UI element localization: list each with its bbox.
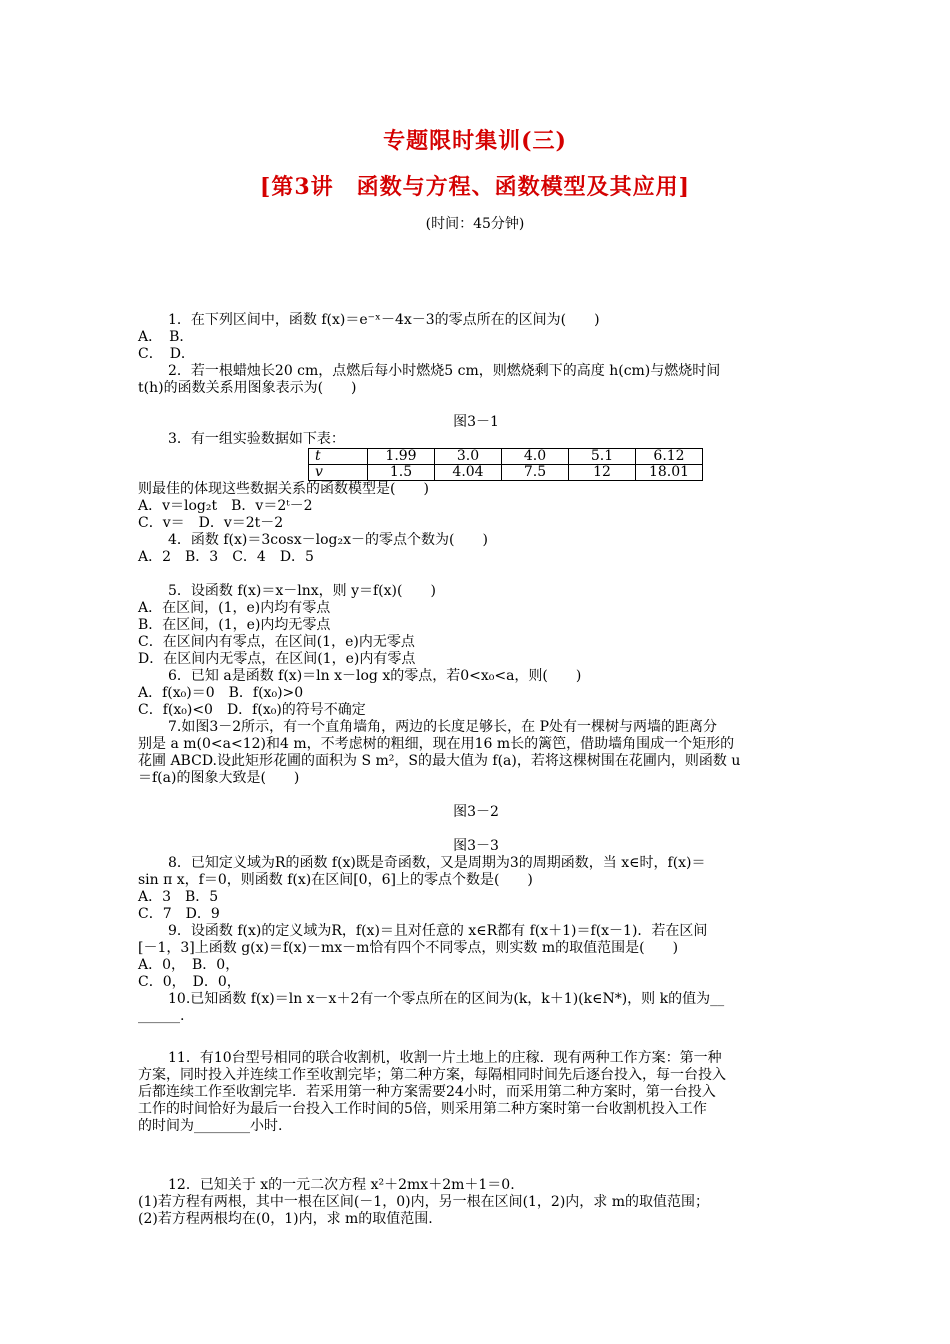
table-cell: 6.12	[636, 449, 703, 465]
figure-caption-3-1: 图3－1	[453, 414, 499, 430]
table-cell: 7.5	[502, 465, 569, 481]
q11-line-4: 工作的时间恰好为最后一台投入工作时间的5倍，则采用第二种方案时第一台收割机投入工作	[138, 1101, 707, 1117]
page-title: 专题限时集训(三)	[383, 128, 567, 154]
q8-options-ab: A．3 B．5	[138, 889, 219, 905]
q8-line-1: 8．已知定义域为R的函数 f(x)既是奇函数，又是周期为3的周期函数，当 x∈时，f(x)＝	[168, 855, 706, 871]
q6-stem: 6．已知 a是函数 f(x)＝ln x－log x的零点，若0<x₀<a，则( )	[168, 668, 582, 684]
table-cell: 1.5	[368, 465, 435, 481]
table-cell: 4.0	[502, 449, 569, 465]
q1-options-cd: C． D．	[138, 346, 195, 362]
q7-line-4: ＝f(a)的图象大致是( )	[138, 770, 300, 786]
q1-options-ab: A． B．	[138, 329, 194, 345]
q6-options-cd: C．f(x₀)<0 D．f(x₀)的符号不确定	[138, 702, 366, 718]
q9-options-cd: C．0， D．0，	[138, 974, 241, 990]
q7-line-3: 花圃 ABCD.设此矩形花圃的面积为 S m²，S的最大值为 f(a)，若将这棵树围在花圃内，则函数 u	[138, 753, 741, 769]
table-cell: 4.04	[435, 465, 502, 481]
q3-options-cd: C．v＝ D．v＝2t－2	[138, 515, 284, 531]
table-cell: 1.99	[368, 449, 435, 465]
table-cell: t	[309, 449, 368, 465]
q6-options-ab: A．f(x₀)＝0 B．f(x₀)>0	[138, 685, 304, 701]
table-cell: 12	[569, 465, 636, 481]
q11-line-5: 的时间为________小时.	[138, 1118, 283, 1134]
q11-line-2: 方案，同时投入并连续工作至收割完毕；第二种方案，每隔相同时间先后逐台投入，每一台投入	[138, 1067, 726, 1083]
q1-stem: 1．在下列区间中，函数 f(x)＝e⁻ˣ－4x－3的零点所在的区间为( )	[168, 312, 600, 328]
q9-options-ab: A．0， B．0，	[138, 957, 240, 973]
question-list	[138, 312, 814, 1228]
q5-option-d: D．在区间内无零点，在区间(1，e)内有零点	[138, 651, 416, 667]
q5-stem: 5．设函数 f(x)＝x－lnx，则 y＝f(x)( )	[168, 583, 436, 599]
table-cell: v	[309, 465, 368, 481]
time-limit-note: (时间：45分钟)	[425, 216, 525, 232]
table-cell: 18.01	[636, 465, 703, 481]
q3-options-ab: A．v＝log₂t B．v＝2ᵗ－2	[138, 498, 313, 514]
q10-line-1: 10.已知函数 f(x)＝ln x－x＋2有一个零点所在的区间为(k，k＋1)(k∈N*)，则 k的值为__	[168, 991, 725, 1007]
q10-line-2: ______.	[138, 1008, 185, 1024]
table-row	[309, 449, 703, 465]
figure-caption-3-3: 图3－3	[453, 838, 499, 854]
q4-stem: 4．函数 f(x)＝3cosx－log₂x－的零点个数为( )	[168, 532, 488, 548]
figure-caption-3-2: 图3－2	[453, 804, 499, 820]
table-cell: 3.0	[435, 449, 502, 465]
q7-line-2: 别是 a m(0<a<12)和4 m，不考虑树的粗细，现在用16 m长的篱笆，借助墙角围成一个矩形的	[138, 736, 735, 752]
q5-option-b: B．在区间，(1，e)内均无零点	[138, 617, 331, 633]
q7-line-1: 7.如图3－2所示，有一个直角墙角，两边的长度足够长，在 P处有一棵树与两墙的距离分	[168, 719, 718, 735]
q3-data-table	[308, 448, 703, 481]
q8-line-2: sin π x，f＝0，则函数 f(x)在区间[0，6]上的零点个数是( )	[138, 872, 533, 888]
page-subtitle: [第3讲 函数与方程、函数模型及其应用]	[259, 174, 691, 200]
q9-line-1: 9．设函数 f(x)的定义域为R，f(x)＝且对任意的 x∈R都有 f(x＋1)＝f(x－1)．若在区间	[168, 923, 708, 939]
q2-line-1: 2．若一根蜡烛长20 cm，点燃后每小时燃烧5 cm，则燃烧剩下的高度 h(cm)与燃烧时间	[168, 363, 721, 379]
q11-line-3: 后都连续工作至收割完毕．若采用第一种方案需要24小时，而采用第二种方案时，第一台投入	[138, 1084, 716, 1100]
q5-option-c: C．在区间内有零点，在区间(1，e)内无零点	[138, 634, 415, 650]
q4-options: A．2 B．3 C．4 D．5	[138, 549, 314, 565]
q3-stem: 3．有一组实验数据如下表：	[168, 431, 345, 447]
q3-question: 则最佳的体现这些数据关系的函数模型是( )	[138, 481, 429, 497]
table-cell: 5.1	[569, 449, 636, 465]
q5-option-a: A．在区间，(1，e)内均有零点	[138, 600, 331, 616]
q12-part-1: (1)若方程有两根，其中一根在区间(－1，0)内，另一根在区间(1，2)内，求 m的取值范围；	[138, 1194, 710, 1210]
q8-options-cd: C．7 D．9	[138, 906, 220, 922]
q11-line-1: 11．有10台型号相同的联合收割机，收割一片土地上的庄稼．现有两种工作方案：第一种	[168, 1050, 722, 1066]
q2-line-2: t(h)的函数关系用图象表示为( )	[138, 380, 357, 396]
table-row	[309, 465, 703, 481]
q12-part-2: (2)若方程两根均在(0，1)内，求 m的取值范围.	[138, 1211, 433, 1227]
q12-stem: 12．已知关于 x的一元二次方程 x²＋2mx＋2m＋1＝0.	[168, 1177, 515, 1193]
q9-line-2: [－1，3]上函数 g(x)＝f(x)－mx－m恰有四个不同零点，则实数 m的取值范围是( )	[138, 940, 679, 956]
